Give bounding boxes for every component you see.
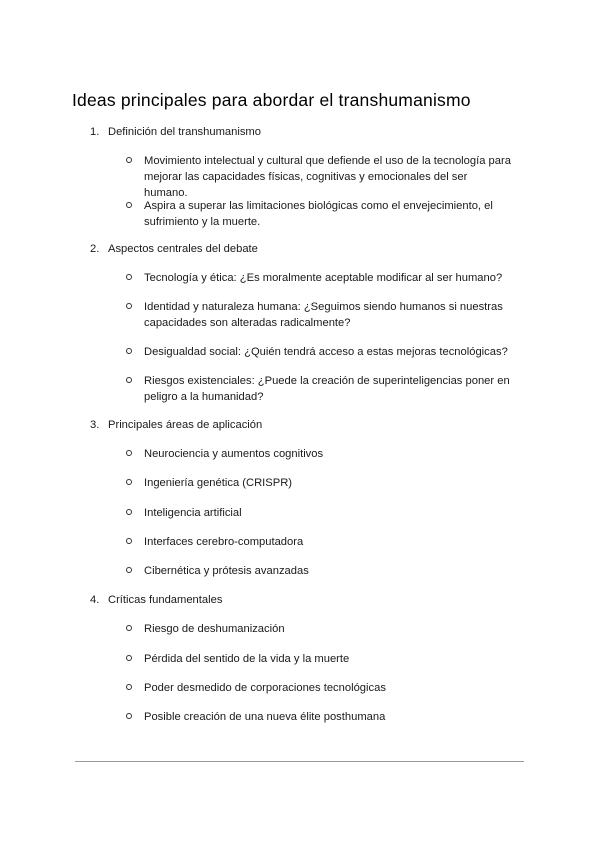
- hollow-bullet-icon: [126, 348, 132, 354]
- list-item-text: Identidad y naturaleza humana: ¿Seguimos siendo humanos si nuestras capacidades son alteradas radicalmente?: [144, 301, 503, 329]
- hollow-bullet-icon: [126, 655, 132, 661]
- hollow-bullet-icon: [126, 303, 132, 309]
- list-item-text: Riesgo de deshumanización: [144, 623, 285, 635]
- hollow-bullet-icon: [126, 377, 132, 383]
- list-item-text: Pérdida del sentido de la vida y la muerte: [144, 653, 350, 665]
- list-item-text: Poder desmedido de corporaciones tecnológicas: [144, 682, 386, 694]
- list-item-text: Neurociencia y aumentos cognitivos: [144, 448, 324, 460]
- hollow-bullet-icon: [126, 538, 132, 544]
- hollow-bullet-icon: [126, 567, 132, 573]
- list-item-text: Posible creación de una nueva élite posthumana: [144, 711, 386, 723]
- hollow-bullet-icon: [126, 202, 132, 208]
- list-item-text: Cibernética y prótesis avanzadas: [144, 565, 309, 577]
- list-item-text: Ingeniería genética (CRISPR): [144, 477, 292, 489]
- horizontal-rule: [75, 761, 524, 762]
- document-title: Ideas principales para abordar el transhumanismo: [72, 90, 471, 110]
- hollow-bullet-icon: [126, 157, 132, 163]
- section-title: Definición del transhumanismo: [108, 126, 261, 138]
- hollow-bullet-icon: [126, 450, 132, 456]
- hollow-bullet-icon: [126, 274, 132, 280]
- hollow-bullet-icon: [126, 684, 132, 690]
- list-item-text: Aspira a superar las limitaciones biológicas como el envejecimiento, el sufrimiento y la muerte.: [144, 200, 493, 228]
- hollow-bullet-icon: [126, 479, 132, 485]
- list-item-text: Desigualdad social: ¿Quién tendrá acceso a estas mejoras tecnológicas?: [144, 346, 508, 358]
- hollow-bullet-icon: [126, 625, 132, 631]
- section-number: 4.: [90, 594, 100, 606]
- section-title: Críticas fundamentales: [108, 594, 223, 606]
- list-item-text: Movimiento intelectual y cultural que defiende el uso de la tecnología para mejorar las capacidades físicas, cognitivas y emocionales del ser humano.: [144, 155, 511, 199]
- section-number: 3.: [90, 419, 100, 431]
- section-number: 2.: [90, 243, 100, 255]
- section-number: 1.: [90, 126, 100, 138]
- list-item-text: Tecnología y ética: ¿Es moralmente aceptable modificar al ser humano?: [144, 272, 503, 284]
- hollow-bullet-icon: [126, 509, 132, 515]
- list-item-text: Interfaces cerebro-computadora: [144, 536, 304, 548]
- list-item-text: Riesgos existenciales: ¿Puede la creación de superinteligencias poner en peligro a la humanidad?: [144, 375, 510, 403]
- hollow-bullet-icon: [126, 713, 132, 719]
- list-item-text: Inteligencia artificial: [144, 507, 242, 519]
- section-title: Principales áreas de aplicación: [108, 419, 263, 431]
- section-title: Aspectos centrales del debate: [108, 243, 258, 255]
